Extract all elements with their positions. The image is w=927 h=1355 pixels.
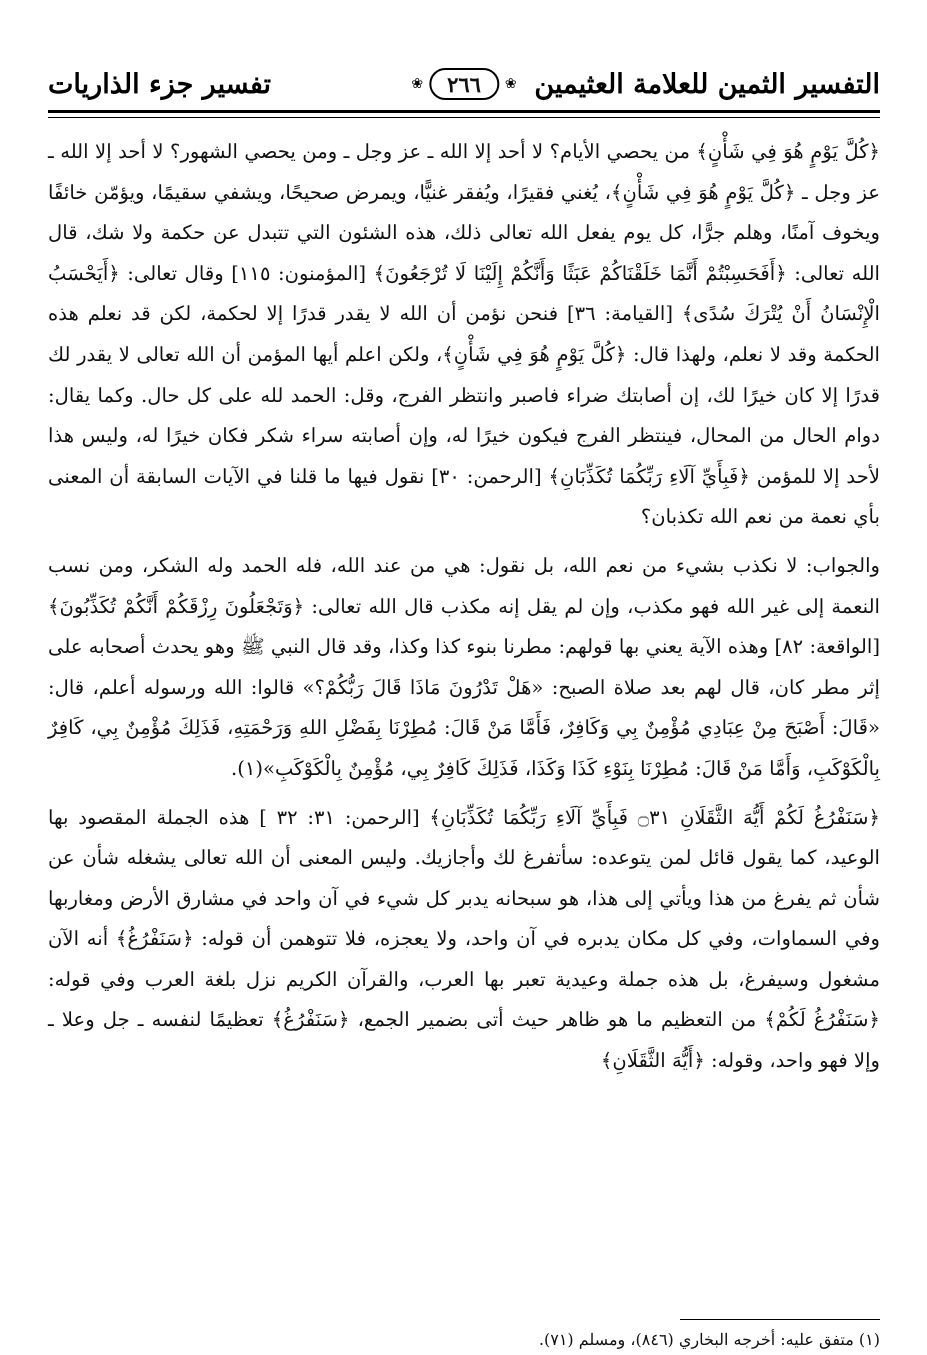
footnote: (١) متفق عليه: أخرجه البخاري (٨٤٦)، ومسلم (٧١). — [538, 1330, 880, 1349]
ornament-icon: ❀ — [504, 76, 517, 92]
header-left-title: تفسير جزء الذاريات — [48, 68, 271, 100]
main-text — [48, 132, 880, 1082]
header-right-title: التفسير الثمين للعلامة العثيمين — [534, 68, 880, 100]
header-rule — [48, 110, 880, 118]
book-page — [48, 56, 881, 1349]
paragraph: ﴿سَنَفْرُغُ لَكُمْ أَيُّهَ الثَّقَلَانِ ۝٣١ فَبِأَيِّ آلَاءِ رَبِّكُمَا تُكَذِّبَانِ﴾ [الرحمن: ٣١: ٣٢ ] هذه الجملة المقصود بها الوعيد، كما يقول قائل لمن يتوعده: سأتفرغ لك وأجازيك. وليس المعنى أن الله تعالى يشغله شأن عن شأن ثم يفرغ من هذا ويأتي إلى هذا، هو سبحانه يدبر كل شيء في آن واحد في مشارق الأرض ومغاربها وفي السماوات، وفي كل مكان يدبره في آن واحد، ولا يعجزه، فلا تتوهمن أن قوله: ﴿سَنَفْرُغُ﴾ أنه الآن مشغول وسيفرغ، بل هذه جملة وعيدية تعبر بها العرب، والقرآن الكريم نزل بلغة العرب وفي قوله: ﴿سَنَفْرُغُ لَكُمْ﴾ من التعظيم ما هو ظاهر حيث أتى بضمير الجمع، ﴿سَنَفْرُغُ﴾ تعظيمًا لنفسه ـ جل وعلا ـ وإلا فهو واحد، وقوله: ﴿أَيُّهَ الثَّقَلَانِ﴾ — [48, 805, 880, 1073]
paragraph: والجواب: لا نكذب بشيء من نعم الله، بل نقول: هي من عند الله، فله الحمد وله الشكر، ومن نسب النعمة إلى غير الله فهو مكذب، وإن لم يقل إنه مكذب قال الله تعالى: ﴿وَتَجْعَلُونَ رِزْقَكُمْ أَنَّكُمْ تُكَذِّبُونَ﴾ [الواقعة: ٨٢] وهذه الآية يعني بها قولهم: مطرنا بنوء كذا وكذا، وقد قال النبي ﷺ وهو يحدث أصحابه على إثر مطر كان، قال لهم بعد صلاة الصبح: «هَلْ تَدْرُونَ مَاذَا قَالَ رَبُّكُمْ؟» قالوا: الله ورسوله أعلم، قال: «قَالَ: أَصْبَحَ مِنْ عِبَادِي مُؤْمِنٌ بِي وَكَافِرٌ، فَأَمَّا مَنْ قَالَ: مُطِرْنَا بِفَضْلِ اللهِ وَرَحْمَتِهِ، فَذَلِكَ مُؤْمِنٌ بِي، كَافِرٌ بِالْكَوْكَبِ، وَأَمَّا مَنْ قَالَ: مُطِرْنَا بِنَوْءِ كَذَا وَكَذَا، فَذَلِكَ كَافِرٌ بِي، مُؤْمِنٌ بِالْكَوْكَبِ»(١). — [48, 553, 880, 780]
page-number-badge — [411, 68, 516, 100]
running-header — [48, 56, 880, 112]
paragraph: ﴿كُلَّ يَوْمٍ هُوَ فِي شَأْنٍ﴾ من يحصي الأيام؟ لا أحد إلا الله ـ عز وجل ـ ومن يحصي الشهور؟ لا أحد إلا الله ـ عز وجل ـ ﴿كُلَّ يَوْمٍ هُوَ فِي شَأْنٍ﴾، يُغني فقيرًا، ويُفقر غنيًّا، ويمرض صحيحًا، ويشفي سقيمًا، ويؤمّن خائفًا ويخوف آمنًا، وهلم جرًّا، كل يوم يفعل الله تعالى ذلك، هذه الشئون التي تتبدل عن حكمة ولا شك، قال الله تعالى: ﴿أَفَحَسِبْتُمْ أَنَّمَا خَلَقْنَاكُمْ عَبَثًا وَأَنَّكُمْ إِلَيْنَا لَا تُرْجَعُونَ﴾ [المؤمنون: ١١٥] وقال تعالى: ﴿أَيَحْسَبُ الْإِنْسَانُ أَنْ يُتْرَكَ سُدًى﴾ [القيامة: ٣٦] فنحن نؤمن أن الله لا يقدر قدرًا إلا لحكمة، لكن قد نعلم هذه الحكمة وقد لا نعلم، ولهذا قال: ﴿كُلَّ يَوْمٍ هُوَ فِي شَأْنٍ﴾، ولكن اعلم أيها المؤمن أن الله تعالى لا يقدر لك قدرًا إلا كان خيرًا لك، إن أصابتك ضراء فاصبر وانتظر الفرج، وقل: الحمد لله على كل حال. وكما يقال: دوام الحال من المحال، فينتظر الفرج فيكون خيرًا له، وإن أصابته سراء شكر فكان خيرًا له، وليس هذا لأحد إلا للمؤمن ﴿فَبِأَيِّ آلَاءِ رَبِّكُمَا تُكَذِّبَانِ﴾ [الرحمن: ٣٠] نقول فيها ما قلنا في الآيات السابقة أن المعنى بأي نعمة من نعم الله تكذبان؟ — [48, 140, 881, 529]
ornament-icon: ❀ — [411, 76, 424, 92]
footnote-rule — [680, 1319, 880, 1320]
page-number: ٢٦٦ — [429, 68, 499, 100]
